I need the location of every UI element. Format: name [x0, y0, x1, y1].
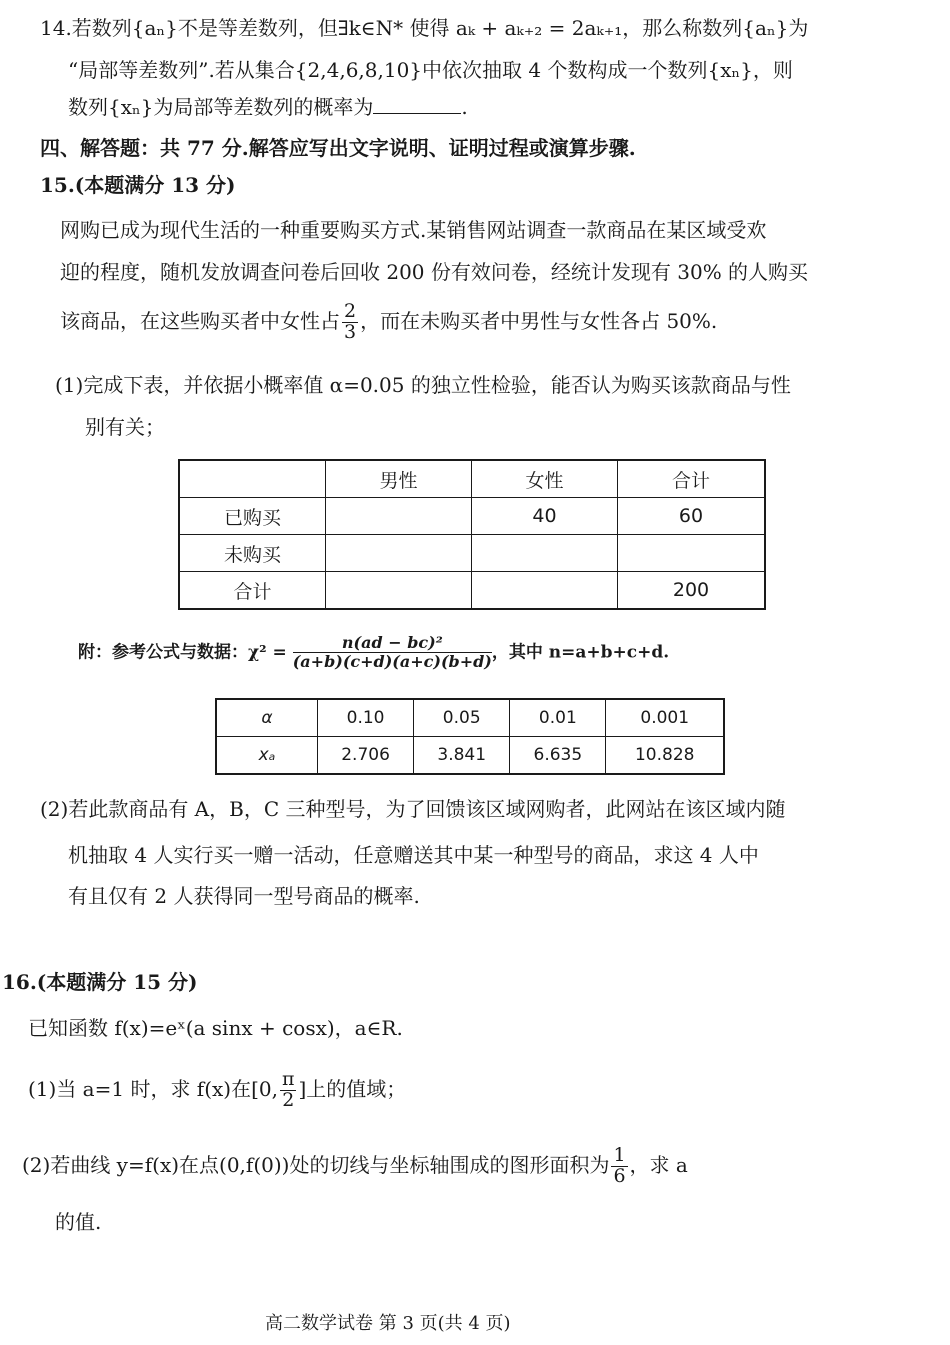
q16-given: 已知函数 f(x)=eˣ(a sinx + cosx)，a∈R. — [28, 1016, 403, 1040]
chi-square-fraction — [293, 634, 492, 672]
q16-header: 16.(本题满分 15 分) — [2, 970, 198, 994]
table-header-cell: 女性 — [472, 460, 618, 498]
q15-sub2-line1: (2)若此款商品有 A，B，C 三种型号，为了回馈该区域网购者，此网站在该区域内随 — [40, 797, 786, 821]
q16-sub1-pre: (1)当 a=1 时，求 f(x)在[0, — [28, 1076, 278, 1101]
formula-suffix: ，其中 n=a+b+c+d. — [491, 642, 670, 663]
table-cell — [618, 535, 766, 572]
row-label: 未购买 — [179, 535, 326, 572]
table-row — [216, 699, 724, 737]
fraction-numerator: π — [281, 1068, 295, 1090]
formula-label: 附：参考公式与数据：χ² = — [78, 642, 287, 663]
row-label: 合计 — [179, 572, 326, 610]
formula-numerator: n(ad − bc)² — [293, 634, 492, 653]
q15-para-line3-post: ，而在未购买者中男性与女性各占 50%. — [360, 308, 718, 333]
table-cell — [326, 572, 472, 610]
q15-para-line3 — [60, 302, 717, 343]
answer-blank — [373, 97, 461, 114]
q16-sub1-post: ]上的值域； — [298, 1076, 407, 1101]
q16-sub2-pre: (2)若曲线 y=f(x)在点(0,f(0))处的切线与坐标轴围成的图形面积为 — [22, 1152, 610, 1177]
critical-value-table — [215, 698, 725, 775]
q15-para-line3-pre: 该商品，在这些购买者中女性占 — [60, 308, 340, 333]
q15-para-line1: 网购已成为现代生活的一种重要购买方式.某销售网站调查一款商品在某区域受欢 — [60, 218, 767, 242]
q14-line1: 14.若数列{aₙ}不是等差数列，但∃k∈N* 使得 aₖ + aₖ₊₂ = 2aₖ₊₁，那么称数列{aₙ}为 — [40, 16, 809, 40]
contingency-table — [178, 459, 766, 610]
page-footer: 高二数学试卷 第 3 页(共 4 页) — [265, 1313, 511, 1334]
table-cell: 0.10 — [318, 699, 414, 737]
q16-sub2-line2: 的值. — [55, 1210, 102, 1234]
table-row — [179, 498, 765, 535]
table-cell: 2.706 — [318, 737, 414, 775]
section-heading: 四、解答题：共 77 分.解答应写出文字说明、证明过程或演算步骤. — [40, 136, 636, 160]
table-cell: 40 — [472, 498, 618, 535]
q15-sub2-line2: 机抽取 4 人实行买一赠一活动，任意赠送其中某一种型号的商品，求这 4 人中 — [68, 843, 759, 867]
table-header-cell: 男性 — [326, 460, 472, 498]
table-cell: 6.635 — [510, 737, 606, 775]
table-cell — [326, 535, 472, 572]
fraction-one-sixth — [611, 1146, 627, 1187]
table-cell: 10.828 — [606, 737, 724, 775]
fraction-numerator: 1 — [613, 1144, 626, 1166]
table-row — [179, 572, 765, 610]
table-cell — [179, 460, 326, 498]
table-row — [216, 737, 724, 775]
table-header-cell: 合计 — [618, 460, 766, 498]
fraction-two-thirds — [342, 302, 358, 343]
table-header-row — [179, 460, 765, 498]
fraction-denominator: 2 — [282, 1088, 295, 1111]
table-cell — [326, 498, 472, 535]
q15-para-line2: 迎的程度，随机发放调查问卷后回收 200 份有效问卷，经统计发现有 30% 的人购买 — [60, 260, 809, 284]
table-cell: 0.05 — [414, 699, 510, 737]
q14-line3 — [68, 95, 468, 119]
table-cell — [472, 535, 618, 572]
q14-line3-end: . — [461, 95, 468, 119]
q15-sub1-line2: 别有关； — [85, 415, 165, 439]
table-cell: 0.001 — [606, 699, 724, 737]
q16-sub2-post: ，求 a — [629, 1152, 688, 1177]
fraction-numerator: 2 — [344, 300, 357, 322]
q14-line3-text: 数列{xₙ}为局部等差数列的概率为 — [68, 95, 374, 119]
q15-sub2-line3: 有且仅有 2 人获得同一型号商品的概率. — [68, 884, 420, 908]
table-row — [179, 535, 765, 572]
fraction-pi-over-two — [280, 1070, 297, 1111]
q16-sub2-line1 — [22, 1146, 688, 1187]
q14-line2: “局部等差数列”.若从集合{2,4,6,8,10}中依次抽取 4 个数构成一个数列{xₙ}，则 — [68, 58, 793, 82]
table-cell — [472, 572, 618, 610]
q15-header: 15.(本题满分 13 分) — [40, 173, 236, 197]
table-cell: 3.841 — [414, 737, 510, 775]
row-label: xₐ — [216, 737, 318, 775]
reference-formula — [78, 634, 669, 672]
row-label: α — [216, 699, 318, 737]
formula-denominator: (a+b)(c+d)(a+c)(b+d) — [292, 652, 492, 672]
table-cell: 200 — [618, 572, 766, 610]
row-label: 已购买 — [179, 498, 326, 535]
fraction-denominator: 3 — [344, 320, 357, 343]
table-cell: 0.01 — [510, 699, 606, 737]
table-cell: 60 — [618, 498, 766, 535]
fraction-denominator: 6 — [613, 1164, 626, 1187]
q15-sub1-line1: (1)完成下表，并依据小概率值 α=0.05 的独立性检验，能否认为购买该款商品与性 — [55, 373, 791, 397]
q16-sub1 — [28, 1070, 406, 1111]
